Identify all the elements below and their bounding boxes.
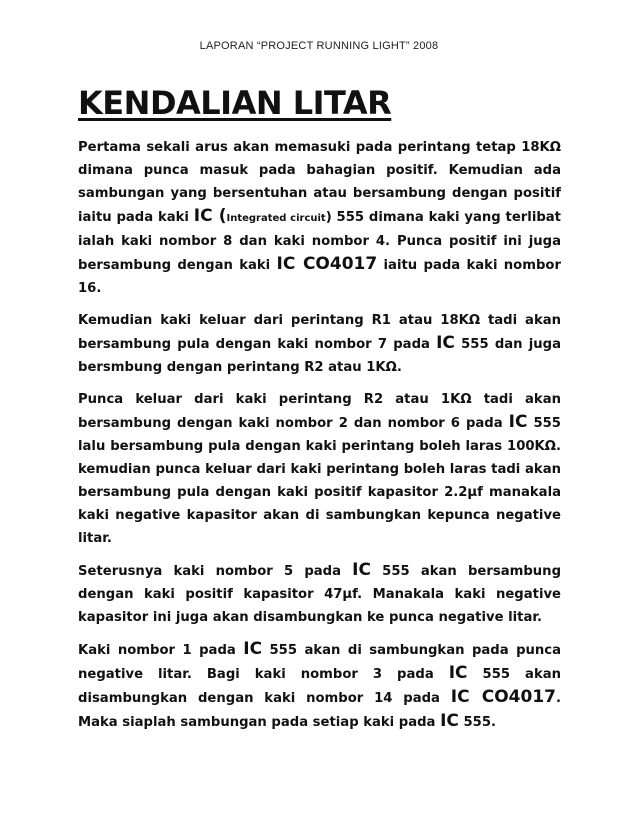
p1-text-d: iaitu pada kaki nombor 16. <box>78 258 561 296</box>
p5-ic-3: IC CO4017 <box>450 687 556 707</box>
p5-text-b: 555 akan di sambungkan pada punca negative litar. Bagi kaki nombor 3 pada <box>78 643 561 682</box>
p3-ic: IC <box>508 412 528 432</box>
p1-ic-2: IC CO4017 <box>276 254 378 274</box>
p1-integrated-circuit: Integrated circuit <box>226 213 326 224</box>
page-title: KENDALIAN LITAR <box>78 84 392 122</box>
p2-text-a: Kemudian kaki keluar dari perintang R1 atau 18KΩ tadi akan bersambung pula dengan kaki nombor 7 pada <box>78 313 561 352</box>
p4-text-b: 555 akan bersambung dengan kaki positif kapasitor 47μf. Manakala kaki negative kapasitor ini juga akan disambungkan ke punca negative litar. <box>78 564 562 625</box>
p5-ic-1: IC <box>243 639 263 659</box>
paragraph-5 <box>78 638 561 734</box>
p1-text-c: ) 555 dimana kaki yang terlibat ialah kaki nombor 8 dan kaki nombor 4. Punca positif ini juga bersambung dengan kaki <box>78 210 561 273</box>
p4-text-a: Seterusnya kaki nombor 5 pada <box>78 564 353 579</box>
paragraph-4 <box>78 559 561 629</box>
p4-ic: IC <box>352 560 371 580</box>
p5-text-e: 555. <box>458 715 497 730</box>
p5-text-c: 555 akan disambungkan dengan kaki nombor 14 pada <box>78 667 562 706</box>
p5-text-d: . Maka siaplah sambungan pada setiap kaki pada <box>78 691 561 730</box>
p1-text-a: Pertama sekali arus akan memasuki pada perintang tetap 18KΩ dimana punca masuk pada bahagian positif. Kemudian ada sambungan yang bersentuhan atau bersambung dengan positif iaitu pada kaki <box>78 140 561 225</box>
page-header: LAPORAN “PROJECT RUNNING LIGHT” 2008 <box>199 40 439 52</box>
p2-text-b: 555 dan juga bersmbung dengan perintang R2 atau 1KΩ. <box>78 337 561 375</box>
paragraph-3 <box>78 388 561 550</box>
paragraph-2 <box>78 309 561 379</box>
p5-text-a: Kaki nombor 1 pada <box>78 643 244 658</box>
p5-ic-4: IC <box>440 711 459 731</box>
p5-ic-2: IC <box>448 663 468 683</box>
p3-text-a: Punca keluar dari kaki perintang R2 atau 1KΩ tadi akan bersambung dengan kaki nombor 2 dan nombor 6 pada <box>78 392 561 431</box>
document-body <box>78 136 561 743</box>
p1-paren-open: ( <box>212 206 227 226</box>
p2-ic: IC <box>436 333 455 353</box>
paragraph-1 <box>78 136 561 300</box>
p1-ic-1: IC <box>193 206 213 226</box>
p3-text-b: 555 lalu bersambung pula dengan kaki perintang boleh laras 100KΩ. kemudian punca keluar dari kaki perintang boleh laras tadi akan bersambung pula dengan kaki positif kapasitor 2.2μf manakala kaki negative kapasitor akan di sambungkan kepunca negative litar. <box>78 416 561 546</box>
